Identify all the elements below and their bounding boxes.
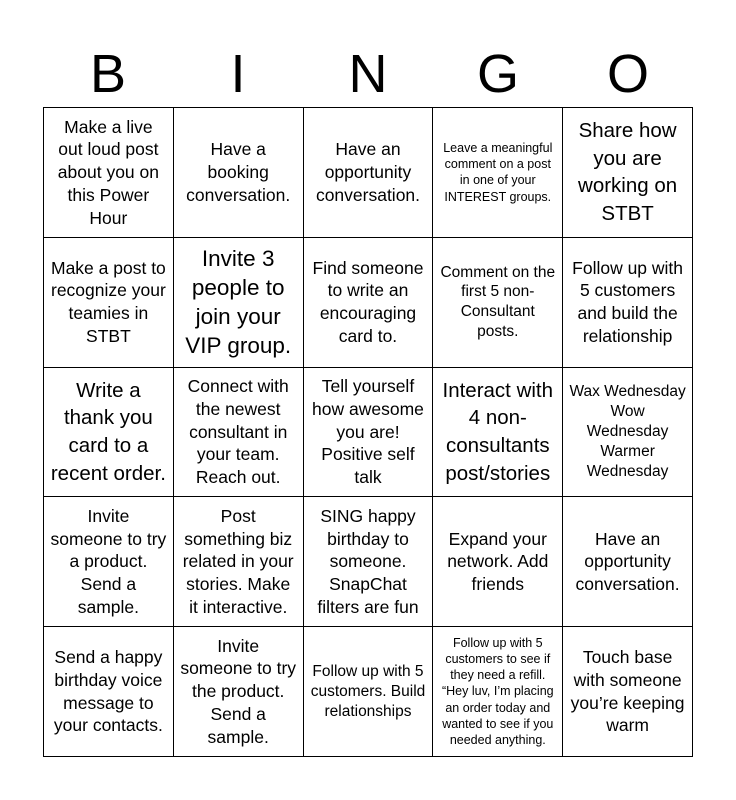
bingo-cell[interactable] — [563, 238, 693, 368]
cell-text: Follow up with 5 customers and build the relationship — [572, 257, 684, 346]
header-letter-n: N — [348, 44, 388, 104]
bingo-cell[interactable] — [44, 627, 174, 757]
bingo-cell[interactable] — [44, 497, 174, 627]
bingo-cell[interactable] — [44, 238, 174, 368]
cell-text: Have a booking conversation. — [186, 139, 291, 205]
cell-text: Invite someone to try the product. Send a sample. — [180, 635, 297, 747]
cell-text: SING happy birthday to someone. SnapChat filters are fun — [317, 505, 419, 617]
bingo-cell[interactable] — [174, 368, 304, 498]
header-letter-o: O — [606, 44, 649, 104]
bingo-cell[interactable] — [304, 108, 434, 238]
bingo-cell[interactable] — [174, 238, 304, 368]
cell-text: Connect with the newest consultant in your team. Reach out. — [187, 376, 289, 488]
bingo-cell[interactable] — [563, 497, 693, 627]
bingo-cell[interactable] — [563, 368, 693, 498]
bingo-cell[interactable] — [44, 108, 174, 238]
cell-text: Follow up with 5 customers. Build relationships — [310, 662, 426, 720]
bingo-header — [43, 42, 693, 106]
bingo-cell[interactable] — [433, 238, 563, 368]
bingo-cell[interactable] — [433, 368, 563, 498]
bingo-cell[interactable] — [304, 497, 434, 627]
bingo-cell[interactable] — [563, 108, 693, 238]
bingo-cell[interactable] — [174, 627, 304, 757]
cell-text: Invite someone to try a product. Send a sample. — [50, 505, 167, 617]
cell-text: Wax Wednesday Wow Wednesday Warmer Wednesday — [569, 383, 686, 480]
bingo-cell[interactable] — [304, 238, 434, 368]
cell-text: Have an opportunity conversation. — [315, 139, 421, 205]
cell-text: Tell yourself how awesome you are! Positive self talk — [312, 376, 424, 488]
cell-text: Comment on the first 5 non-Consultant posts. — [440, 263, 556, 341]
header-letter-i: I — [230, 44, 246, 104]
cell-text: Post something biz related in your stories. Make it interactive. — [182, 505, 294, 617]
bingo-cell[interactable] — [44, 368, 174, 498]
cell-text: Have an opportunity conversation. — [575, 528, 680, 595]
bingo-cell[interactable] — [304, 368, 434, 498]
cell-text: Touch base with someone you’re keeping warm — [570, 647, 685, 736]
header-letter-g: G — [476, 44, 519, 104]
bingo-grid — [43, 107, 693, 757]
cell-text: Leave a meaningful comment on a post in one of your INTEREST groups. — [443, 140, 553, 204]
cell-text: Find someone to write an encouraging card to. — [312, 257, 424, 346]
cell-text: Share how you are working on STBT — [578, 119, 678, 226]
cell-text: Send a happy birthday voice message to your contacts. — [53, 647, 163, 736]
header-letter-b: B — [89, 44, 127, 104]
bingo-cell[interactable] — [433, 627, 563, 757]
bingo-cell[interactable] — [433, 497, 563, 627]
cell-text: Expand your network. Add friends — [447, 528, 549, 595]
cell-text: Follow up with 5 customers to see if they need a refill. “Hey luv, I’m placing an order today and wanted to see if you needed anything. — [441, 635, 554, 748]
bingo-cell[interactable] — [433, 108, 563, 238]
cell-text: Make a post to recognize your teamies in STBT — [51, 257, 166, 346]
cell-text: Make a live out loud post about you on this Power Hour — [57, 116, 159, 228]
bingo-cell[interactable] — [174, 497, 304, 627]
bingo-cell[interactable] — [174, 108, 304, 238]
cell-text: Write a thank you card to a recent order. — [50, 378, 166, 485]
bingo-cell[interactable] — [563, 627, 693, 757]
cell-text: Invite 3 people to join your VIP group. — [185, 245, 292, 359]
cell-text: Interact with 4 non-consultants post/stories — [442, 378, 554, 485]
bingo-cell[interactable] — [304, 627, 434, 757]
